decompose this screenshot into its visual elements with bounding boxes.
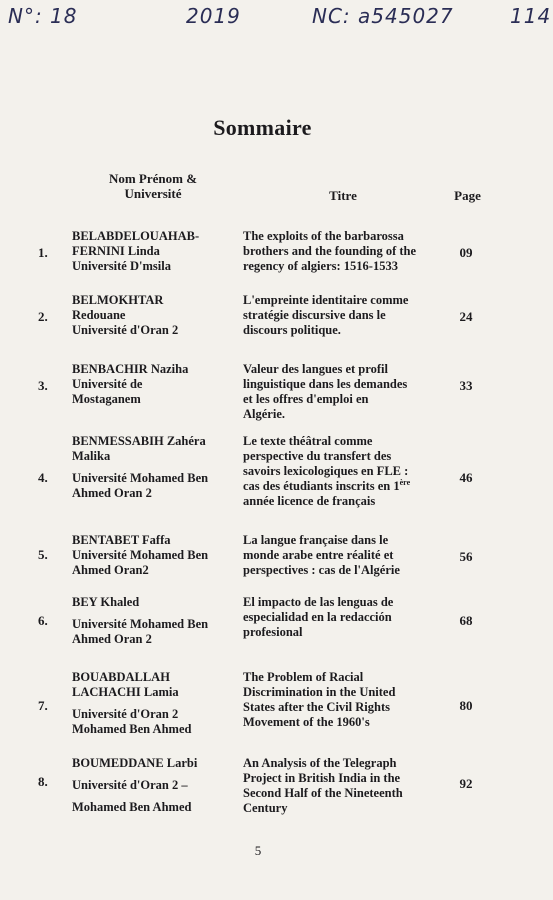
entry-title-line: cas des étudiants inscrits en 1ère bbox=[243, 477, 411, 493]
entry-title bbox=[243, 293, 443, 338]
entry-title bbox=[243, 595, 443, 640]
handwritten-number: N°: 18 bbox=[8, 4, 78, 28]
column-header-title: Titre bbox=[329, 188, 357, 203]
entry-author-line: Redouane bbox=[72, 308, 126, 322]
entry-author-line: Université d'Oran 2 – bbox=[72, 778, 188, 792]
entry-number: 3. bbox=[38, 378, 48, 393]
column-header-page: Page bbox=[454, 188, 481, 203]
entry-title bbox=[243, 434, 443, 509]
entry-title-line: An Analysis of the Telegraph bbox=[243, 756, 397, 770]
entry-author-line bbox=[72, 610, 242, 617]
entry-author-line: Université de bbox=[72, 377, 143, 391]
entry-title-line: Century bbox=[243, 801, 288, 815]
entry-page: 09 bbox=[459, 245, 473, 260]
entry-title-line: stratégie discursive dans le bbox=[243, 308, 386, 322]
entry-author bbox=[72, 533, 242, 578]
entry-title-line: profesional bbox=[243, 625, 303, 639]
entry-title-line: et les offres d'emploi en bbox=[243, 392, 369, 406]
entry-title-line: regency of algiers: 1516-1533 bbox=[243, 259, 398, 273]
entry-author bbox=[72, 229, 242, 274]
entry-number: 1. bbox=[38, 245, 48, 260]
entry-title-line: The exploits of the barbarossa bbox=[243, 229, 404, 243]
column-header-author-line2: Université bbox=[124, 186, 182, 201]
entry-title-line: Second Half of the Nineteenth bbox=[243, 786, 403, 800]
entry-title-line: especialidad en la redacción bbox=[243, 610, 392, 624]
entry-number: 7. bbox=[38, 698, 48, 713]
entry-author-line: Ahmed Oran 2 bbox=[72, 486, 152, 500]
entry-author-line: Mohamed Ben Ahmed bbox=[72, 800, 192, 814]
entry-author-line: BOUABDALLAH bbox=[72, 670, 170, 684]
entry-title-line: Valeur des langues et profil bbox=[243, 362, 388, 376]
entry-author-line: Université d'Oran 2 bbox=[72, 323, 179, 337]
entry-title-line: Discrimination in the United bbox=[243, 685, 396, 699]
entry-number: 2. bbox=[38, 309, 48, 324]
entry-author-line: BENTABET Faffa bbox=[72, 533, 171, 547]
entry-title-line: Algérie. bbox=[243, 407, 285, 421]
entry-author-line: Ahmed Oran2 bbox=[72, 563, 149, 577]
entry-author-line: Université Mohamed Ben bbox=[72, 471, 209, 485]
entry-author bbox=[72, 362, 242, 407]
entry-author-line: Malika bbox=[72, 449, 111, 463]
entry-author-line: Université d'Oran 2 bbox=[72, 707, 179, 721]
entry-title-line: discours politique. bbox=[243, 323, 341, 337]
entry-number: 8. bbox=[38, 774, 48, 789]
entry-author-line: Université D'msila bbox=[72, 259, 171, 273]
entry-title bbox=[243, 533, 443, 578]
entry-title-line: savoirs lexicologiques en FLE : bbox=[243, 464, 409, 478]
entry-page: 46 bbox=[459, 470, 473, 485]
entry-title bbox=[243, 670, 443, 730]
entry-number: 5. bbox=[38, 547, 48, 562]
entry-title-line: Le texte théâtral comme bbox=[243, 434, 373, 448]
entry-title-line: Project in British India in the bbox=[243, 771, 401, 785]
entry-author bbox=[72, 434, 242, 501]
entry-title bbox=[243, 229, 443, 274]
entry-title-superscript: ère bbox=[399, 477, 411, 487]
entry-title-line: States after the Civil Rights bbox=[243, 700, 390, 714]
entry-author-line: BOUMEDDANE Larbi bbox=[72, 756, 198, 770]
entry-title bbox=[243, 756, 443, 816]
entry-page: 92 bbox=[459, 776, 473, 791]
handwritten-year: 2019 bbox=[186, 4, 241, 28]
entry-author-line: BELMOKHTAR bbox=[72, 293, 164, 307]
entry-author-line: BENMESSABIH Zahéra bbox=[72, 434, 206, 448]
entry-title-line: perspectives : cas de l'Algérie bbox=[243, 563, 400, 577]
entry-title-line: linguistique dans les demandes bbox=[243, 377, 408, 391]
entry-title-line: année licence de français bbox=[243, 494, 376, 508]
entry-author-line: LACHACHI Lamia bbox=[72, 685, 179, 699]
entry-author-line: Université Mohamed Ben bbox=[72, 548, 209, 562]
entry-author-line: BENBACHIR Naziha bbox=[72, 362, 189, 376]
entry-page: 68 bbox=[459, 613, 473, 628]
entry-author-line bbox=[72, 793, 242, 800]
entry-author-line: Ahmed Oran 2 bbox=[72, 632, 152, 646]
entry-page: 56 bbox=[459, 549, 473, 564]
entry-author-line: Université Mohamed Ben bbox=[72, 617, 209, 631]
entry-author-line bbox=[72, 464, 242, 471]
entry-number: 4. bbox=[38, 470, 48, 485]
entry-title bbox=[243, 362, 443, 422]
entry-title-line: perspective du transfert des bbox=[243, 449, 392, 463]
entry-page: 80 bbox=[459, 698, 473, 713]
entry-author bbox=[72, 595, 242, 647]
entry-author-line: Mostaganem bbox=[72, 392, 141, 406]
entry-author bbox=[72, 670, 242, 737]
entry-author-line: Mohamed Ben Ahmed bbox=[72, 722, 192, 736]
entry-author-line: BELABDELOUAHAB- bbox=[72, 229, 200, 243]
entry-author-line: FERNINI Linda bbox=[72, 244, 160, 258]
page-number: 5 bbox=[254, 843, 262, 858]
entry-title-line: brothers and the founding of the bbox=[243, 244, 417, 258]
entry-page: 33 bbox=[459, 378, 473, 393]
entry-author-line bbox=[72, 771, 242, 778]
entry-title-line: El impacto de las lenguas de bbox=[243, 595, 394, 609]
handwritten-code: NC: a545027 bbox=[312, 4, 454, 28]
entry-author-line bbox=[72, 700, 242, 707]
column-header-author bbox=[68, 171, 238, 201]
entry-number: 6. bbox=[38, 613, 48, 628]
entry-page: 24 bbox=[459, 309, 473, 324]
entry-title-line: Movement of the 1960's bbox=[243, 715, 370, 729]
entry-author bbox=[72, 293, 242, 338]
entry-title-line: La langue française dans le bbox=[243, 533, 389, 547]
page-title: Sommaire bbox=[213, 115, 312, 140]
entry-author bbox=[72, 756, 242, 815]
entry-title-line: The Problem of Racial bbox=[243, 670, 364, 684]
entry-title-line: monde arabe entre réalité et bbox=[243, 548, 394, 562]
entry-author-line: BEY Khaled bbox=[72, 595, 140, 609]
entry-title-line: L'empreinte identitaire comme bbox=[243, 293, 409, 307]
column-header-author-line1: Nom Prénom & bbox=[108, 171, 198, 186]
handwritten-ref: 114 bbox=[510, 4, 552, 28]
